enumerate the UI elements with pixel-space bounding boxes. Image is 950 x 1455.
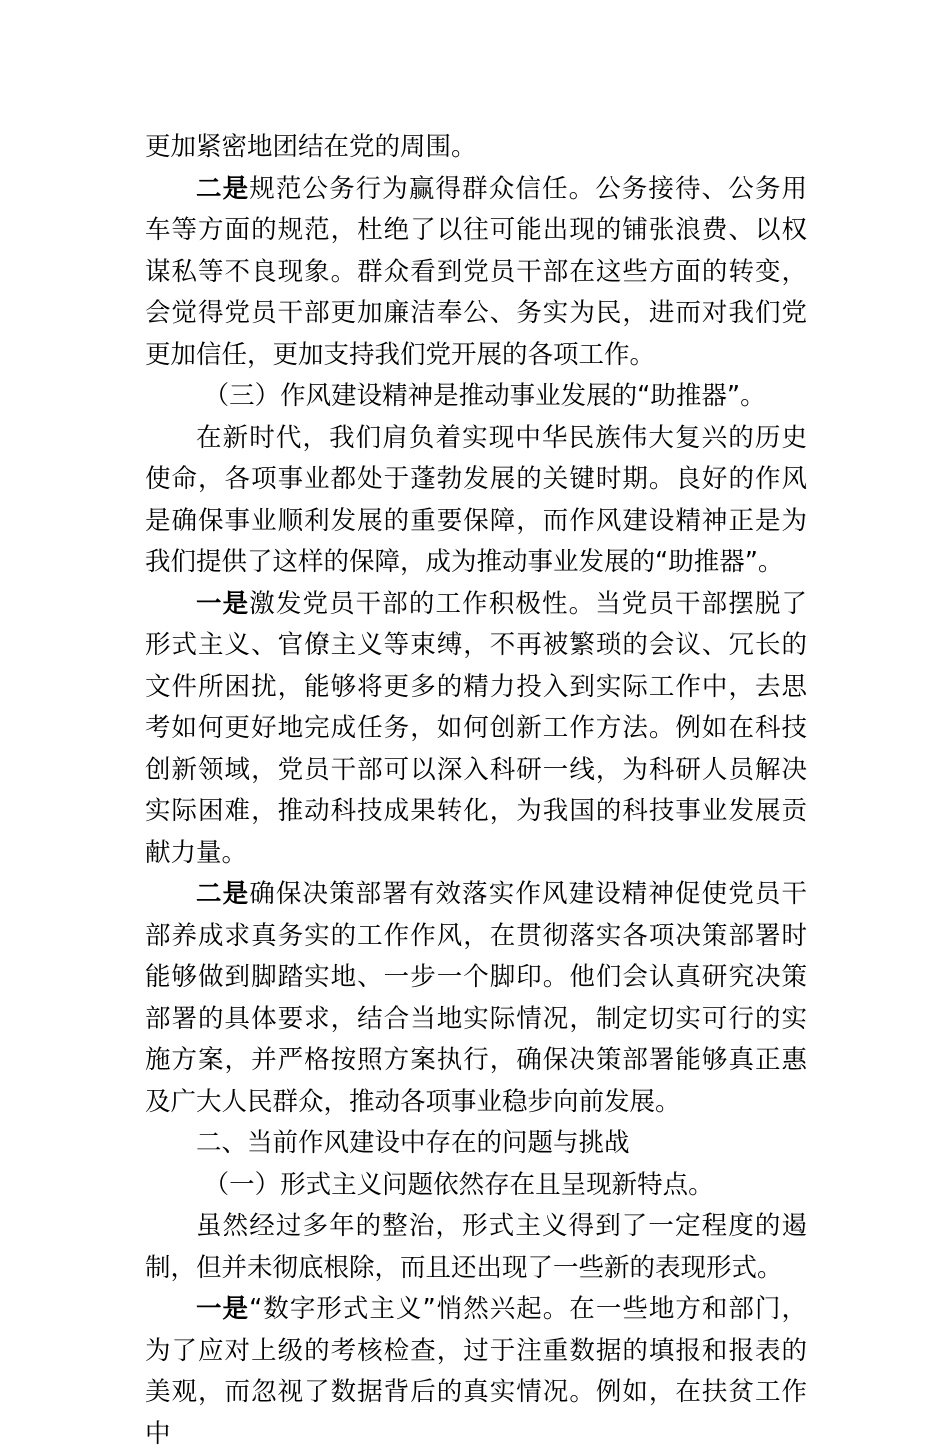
paragraph-public-affairs	[145, 169, 807, 377]
paragraph-decision-implementation	[145, 874, 807, 1123]
paragraph-text: 在新时代，我们肩负着实现中华民族伟大复兴的历史使命，各项事业都处于蓬勃发展的关键时期。良好的作风是确保事业顺利发展的重要保障，而作风建设精神正是为我们提供了这样的保障，成为推动事业发展的“助推器”。	[145, 422, 807, 577]
paragraph-lead: 一是	[196, 1294, 250, 1324]
section-heading-problems	[145, 1123, 807, 1165]
heading-text: 二、当前作风建设中存在的问题与挑战	[196, 1128, 630, 1158]
paragraph-text: 虽然经过多年的整治，形式主义得到了一定程度的遏制，但并未彻底根除，而且还出现了一些新的表现形式。	[145, 1211, 807, 1283]
paragraph-text: 激发党员干部的工作积极性。当党员干部摆脱了形式主义、官僚主义等束缚，不再被繁琐的会议、冗长的文件所困扰，能够将更多的精力投入到实际工作中，去思考如何更好地完成任务，如何创新工作方法。例如在科技创新领域，党员干部可以深入科研一线，为科研人员解决实际困难，推动科技成果转化，为我国的科技事业发展贡献力量。	[145, 588, 807, 868]
paragraph-lead: 一是	[196, 588, 250, 619]
paragraph-digital-formalism	[145, 1289, 807, 1455]
paragraph-new-era	[145, 418, 807, 584]
paragraph-rectification	[145, 1206, 807, 1289]
paragraph-text: 更加紧密地团结在党的周围。	[145, 132, 477, 162]
paragraph-lead: 二是	[196, 879, 250, 909]
paragraph-continuation	[145, 127, 807, 169]
paragraph-text: 规范公务行为赢得群众信任。公务接待、公务用车等方面的规范，杜绝了以往可能出现的铺张浪费、以权谋私等不良现象。群众看到党员干部在这些方面的转变，会觉得党员干部更加廉洁奉公、务实为民，进而对我们党更加信任，更加支持我们党开展的各项工作。	[145, 173, 807, 370]
heading-text: （一）形式主义问题依然存在且呈现新特点。	[203, 1169, 714, 1200]
paragraph-enthusiasm	[145, 584, 807, 875]
paragraph-text: 确保决策部署有效落实作风建设精神促使党员干部养成求真务实的工作作风，在贯彻落实各项决策部署时能够做到脚踏实地、一步一个脚印。他们会认真研究决策部署的具体要求，结合当地实际情况，制定切实可行的实施方案，并严格按照方案执行，确保决策部署能够真正惠及广大人民群众，推动各项事业稳步向前发展。	[145, 879, 807, 1117]
heading-text: （三）作风建设精神是推动事业发展的“助推器”。	[203, 381, 766, 411]
paragraph-lead: 二是	[196, 173, 250, 204]
paragraph-text: “数字形式主义”悄然兴起。在一些地方和部门，为了应对上级的考核检查，过于注重数据的填报和报表的美观，而忽视了数据背后的真实情况。例如，在扶贫工作中	[145, 1294, 807, 1449]
document-body	[145, 127, 807, 1455]
section-heading-3	[145, 376, 807, 418]
section-heading-formalism	[145, 1165, 807, 1207]
